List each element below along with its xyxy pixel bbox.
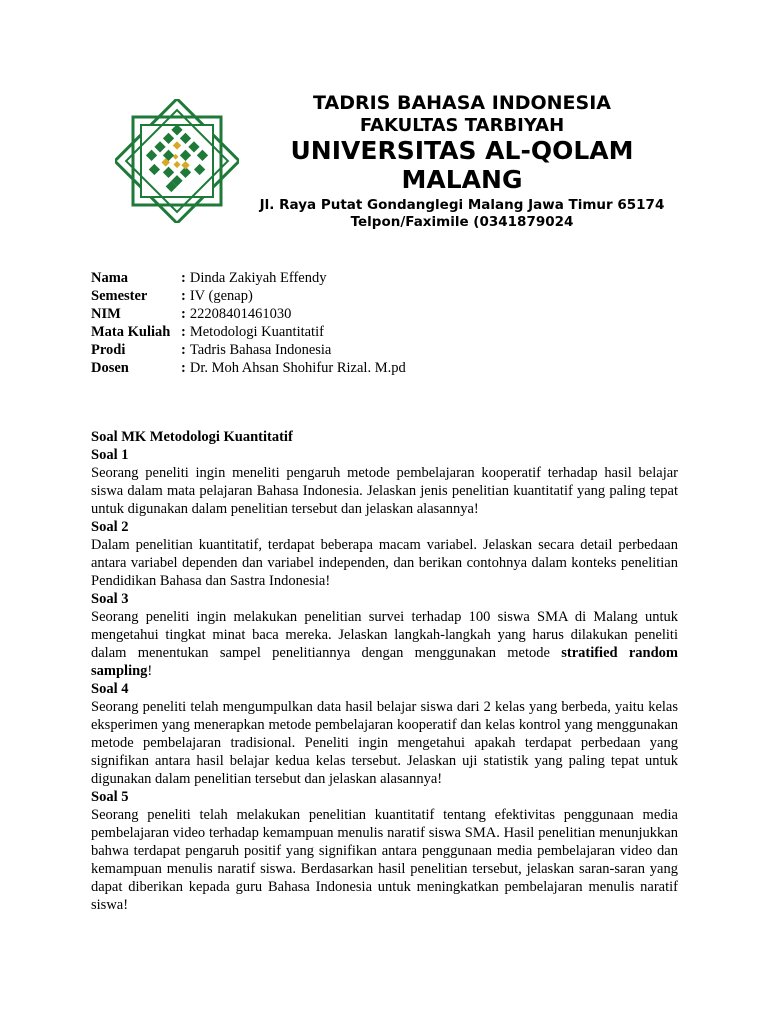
emphasis-term: stratified random sampling <box>91 645 678 679</box>
question-text: Seorang peneliti ingin melakukan penelitian survei terhadap 100 siswa SMA di Malang untuk mengetahui tingkat minat baca mereka. Jelaskan langkah-langkah yang harus dilakukan peneliti dalam menentukan sampel penelitiannya dengan menggunakan metode stratified random sampling! <box>91 609 678 679</box>
identity-value: Dinda Zakiyah Effendy <box>189 270 327 286</box>
letterhead <box>255 92 669 231</box>
university-name: UNIVERSITAS AL-QOLAM <box>290 136 634 165</box>
identity-value: IV (genap) <box>189 288 253 304</box>
question-text: Seorang peneliti ingin meneliti pengaruh metode pembelajaran kooperatif terhadap hasil belajar siswa dalam mata pelajaran Bahasa Indonesia. Jelaskan jenis penelitian kuantitatif yang paling tepat untuk digunakan dalam penelitian tersebut dan jelaskan alasannya! <box>91 465 678 517</box>
question-text: Seorang peneliti telah mengumpulkan data hasil belajar siswa dari 2 kelas yang berbeda, yaitu kelas eksperimen yang menerapkan metode pembelajaran kooperatif dan kelas kontrol yang menggunakan metode pembelajaran tradisional. Peneliti ingin mengetahui apakah terdapat perbedaan yang signifikan antara hasil belajar kedua kelas tersebut. Jelaskan uji statistik yang paling tepat untuk digunakan dalam penelitian tersebut dan jelaskan alasannya! <box>91 699 678 787</box>
question-text: Seorang peneliti telah melakukan penelitian kuantitatif tentang efektivitas penggunaan media pembelajaran video terhadap kemampuan menulis naratif siswa SMA. Hasil penelitian menunjukkan bahwa terdapat pengaruh positif yang signifikan antara penggunaan media pembelajaran video dan kemampuan menulis naratif siswa. Berdasarkan hasil penelitian tersebut, jelaskan saran-saran yang dapat diberikan kepada guru Bahasa Indonesia untuk meningkatkan pembelajaran menulis naratif siswa! <box>91 807 678 913</box>
student-identity <box>91 269 406 377</box>
identity-row: Semester : IV (genap) <box>91 288 253 304</box>
document-title: Soal MK Metodologi Kuantitatif <box>91 429 293 445</box>
identity-row: Nama : Dinda Zakiyah Effendy <box>91 270 327 286</box>
identity-value: Metodologi Kuantitatif <box>189 324 324 340</box>
identity-label: Semester <box>91 288 148 304</box>
identity-label: Mata Kuliah <box>91 324 171 340</box>
identity-label: Dosen <box>91 360 129 376</box>
identity-label: NIM <box>91 306 121 322</box>
identity-label: Prodi <box>91 342 126 358</box>
phone: Telpon/Faximile (0341879024 <box>350 214 574 230</box>
university-city: MALANG <box>401 165 523 194</box>
question-heading: Soal 1 <box>91 447 129 463</box>
exam-questions <box>91 428 678 914</box>
identity-row: NIM : 22208401461030 <box>91 306 292 322</box>
identity-row: Mata Kuliah : Metodologi Kuantitatif <box>91 324 324 340</box>
question-heading: Soal 4 <box>91 681 129 697</box>
identity-label: Nama <box>91 270 129 286</box>
address: Jl. Raya Putat Gondanglegi Malang Jawa Timur 65174 <box>259 197 665 213</box>
identity-value: 22208401461030 <box>189 306 292 322</box>
identity-value: Dr. Moh Ahsan Shohifur Rizal. M.pd <box>189 360 406 376</box>
question-heading: Soal 5 <box>91 789 129 805</box>
identity-value: Tadris Bahasa Indonesia <box>189 342 332 358</box>
identity-row: Dosen : Dr. Moh Ahsan Shohifur Rizal. M.pd <box>91 360 406 376</box>
identity-row: Prodi : Tadris Bahasa Indonesia <box>91 342 332 358</box>
logo-emblem-icon <box>115 99 239 223</box>
question-text: Dalam penelitian kuantitatif, terdapat beberapa macam variabel. Jelaskan secara detail perbedaan antara variabel dependen dan variabel independen, dan berikan contohnya dalam konteks penelitian Pendidikan Bahasa dan Sastra Indonesia! <box>91 537 678 589</box>
university-logo <box>115 99 239 223</box>
question-heading: Soal 3 <box>91 591 129 607</box>
department-name: TADRIS BAHASA INDONESIA <box>313 92 611 114</box>
faculty-name: FAKULTAS TARBIYAH <box>359 115 565 136</box>
question-heading: Soal 2 <box>91 519 129 535</box>
